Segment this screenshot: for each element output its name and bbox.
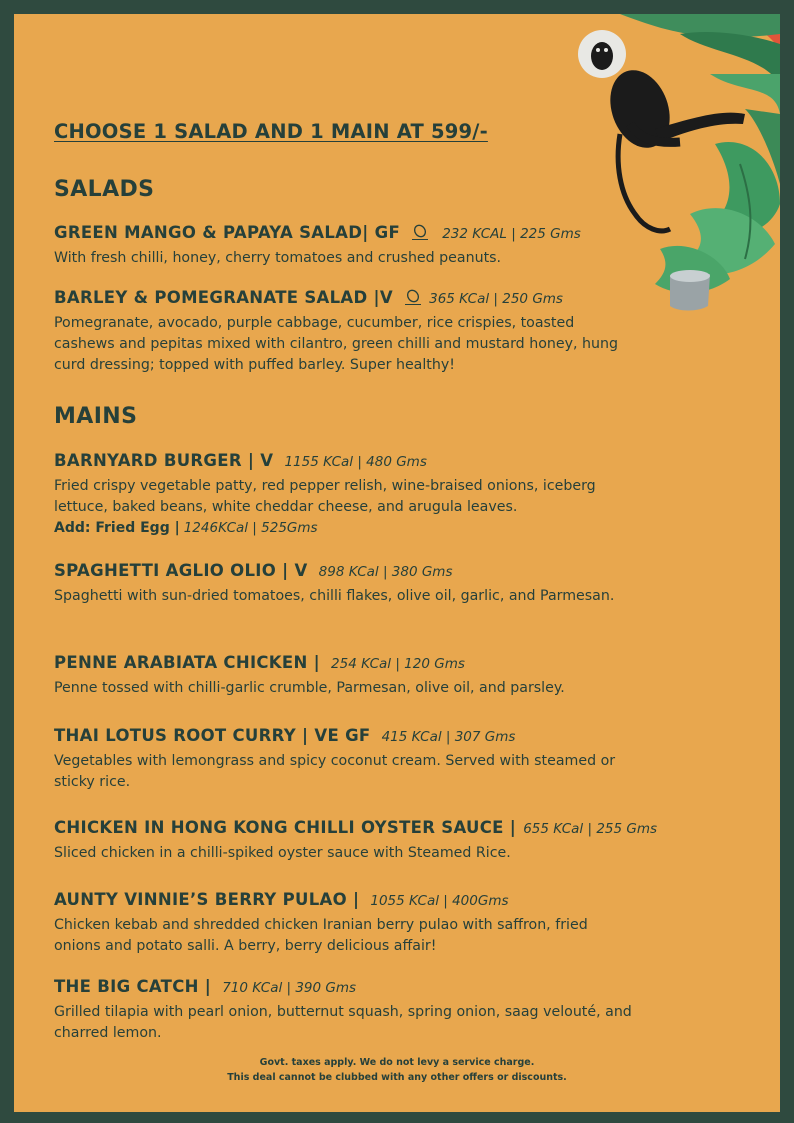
addon-label: Add: Fried Egg |: [54, 520, 180, 536]
contains-peanuts-icon: [409, 224, 431, 242]
item-name: PENNE ARABIATA CHICKEN |: [54, 653, 320, 672]
item-name: SPAGHETTI AGLIO OLIO | V: [54, 561, 308, 580]
item-nutrition: 1055 KCal | 400Gms: [370, 893, 509, 909]
footer-tax-note: Govt. taxes apply. We do not levy a service charge.: [259, 1057, 535, 1068]
item-description: Sliced chicken in a chilli-spiked oyster sauce with Steamed Rice.: [54, 845, 511, 861]
promo-title: CHOOSE 1 SALAD AND 1 MAIN AT 599/-: [54, 120, 488, 143]
menu-item: [54, 889, 694, 957]
item-name: CHICKEN IN HONG KONG CHILLI OYSTER SAUCE |: [54, 818, 517, 837]
item-nutrition: 254 KCal | 120 Gms: [331, 656, 465, 672]
item-nutrition: 710 KCal | 390 Gms: [222, 980, 357, 996]
item-nutrition: 365 KCal | 250 Gms: [429, 291, 563, 307]
item-name: BARLEY & POMEGRANATE SALAD |V: [54, 288, 393, 307]
item-nutrition: 415 KCal | 307 Gms: [381, 729, 516, 745]
item-addon: [54, 518, 694, 539]
item-nutrition: 898 KCal | 380 Gms: [318, 564, 453, 580]
item-description: Chicken kebab and shredded chicken Iranian berry pulao with saffron, fried onions and potato salli. A berry, berry delicious affair!: [54, 917, 588, 954]
item-nutrition: 232 KCAL | 225 Gms: [442, 226, 581, 242]
footer-note: [14, 1055, 780, 1085]
menu-item: [54, 817, 754, 864]
menu-item: [54, 976, 694, 1044]
item-description: Penne tossed with chilli-garlic crumble, Parmesan, olive oil, and parsley.: [54, 680, 565, 696]
menu-item: [54, 652, 694, 699]
item-description: Fried crispy vegetable patty, red pepper relish, wine-braised onions, iceberg lettuce, baked beans, white cheddar cheese, and arugula leaves.: [54, 478, 596, 515]
item-name: AUNTY VINNIE’S BERRY PULAO |: [54, 890, 360, 909]
contains-peanuts-icon: [402, 289, 424, 307]
mains-heading: MAINS: [54, 404, 138, 429]
item-description: Pomegranate, avocado, purple cabbage, cucumber, rice crispies, toasted cashews and pepitas mixed with cilantro, green chilli and mustard honey, hung curd dressing; topped with puffed barley. Super healthy!: [54, 315, 618, 373]
menu-page: [14, 14, 780, 1112]
menu-item: [54, 287, 694, 376]
item-nutrition: 655 KCal | 255 Gms: [523, 821, 658, 837]
menu-item: [54, 560, 694, 607]
monkey-and-leaves-illustration: [560, 14, 780, 314]
item-name: GREEN MANGO & PAPAYA SALAD| GF: [54, 223, 401, 242]
item-description: Spaghetti with sun-dried tomatoes, chilli flakes, olive oil, garlic, and Parmesan.: [54, 588, 615, 604]
item-name: BARNYARD BURGER | V: [54, 451, 274, 470]
menu-item: [54, 725, 694, 793]
menu-item: [54, 222, 694, 269]
item-name: THE BIG CATCH |: [54, 977, 212, 996]
item-description: Vegetables with lemongrass and spicy coconut cream. Served with steamed or sticky rice.: [54, 753, 616, 790]
footer-offer-note: This deal cannot be clubbed with any other offers or discounts.: [227, 1072, 567, 1083]
salads-heading: SALADS: [54, 177, 155, 202]
item-description: Grilled tilapia with pearl onion, butternut squash, spring onion, saag velouté, and charred lemon.: [54, 1004, 632, 1041]
page-border: [0, 1112, 794, 1123]
menu-item: [54, 450, 694, 539]
item-name: THAI LOTUS ROOT CURRY | VE GF: [54, 726, 371, 745]
item-description: With fresh chilli, honey, cherry tomatoes and crushed peanuts.: [54, 250, 502, 266]
addon-nutrition: 1246KCal | 525Gms: [183, 520, 318, 536]
item-nutrition: 1155 KCal | 480 Gms: [284, 454, 427, 470]
